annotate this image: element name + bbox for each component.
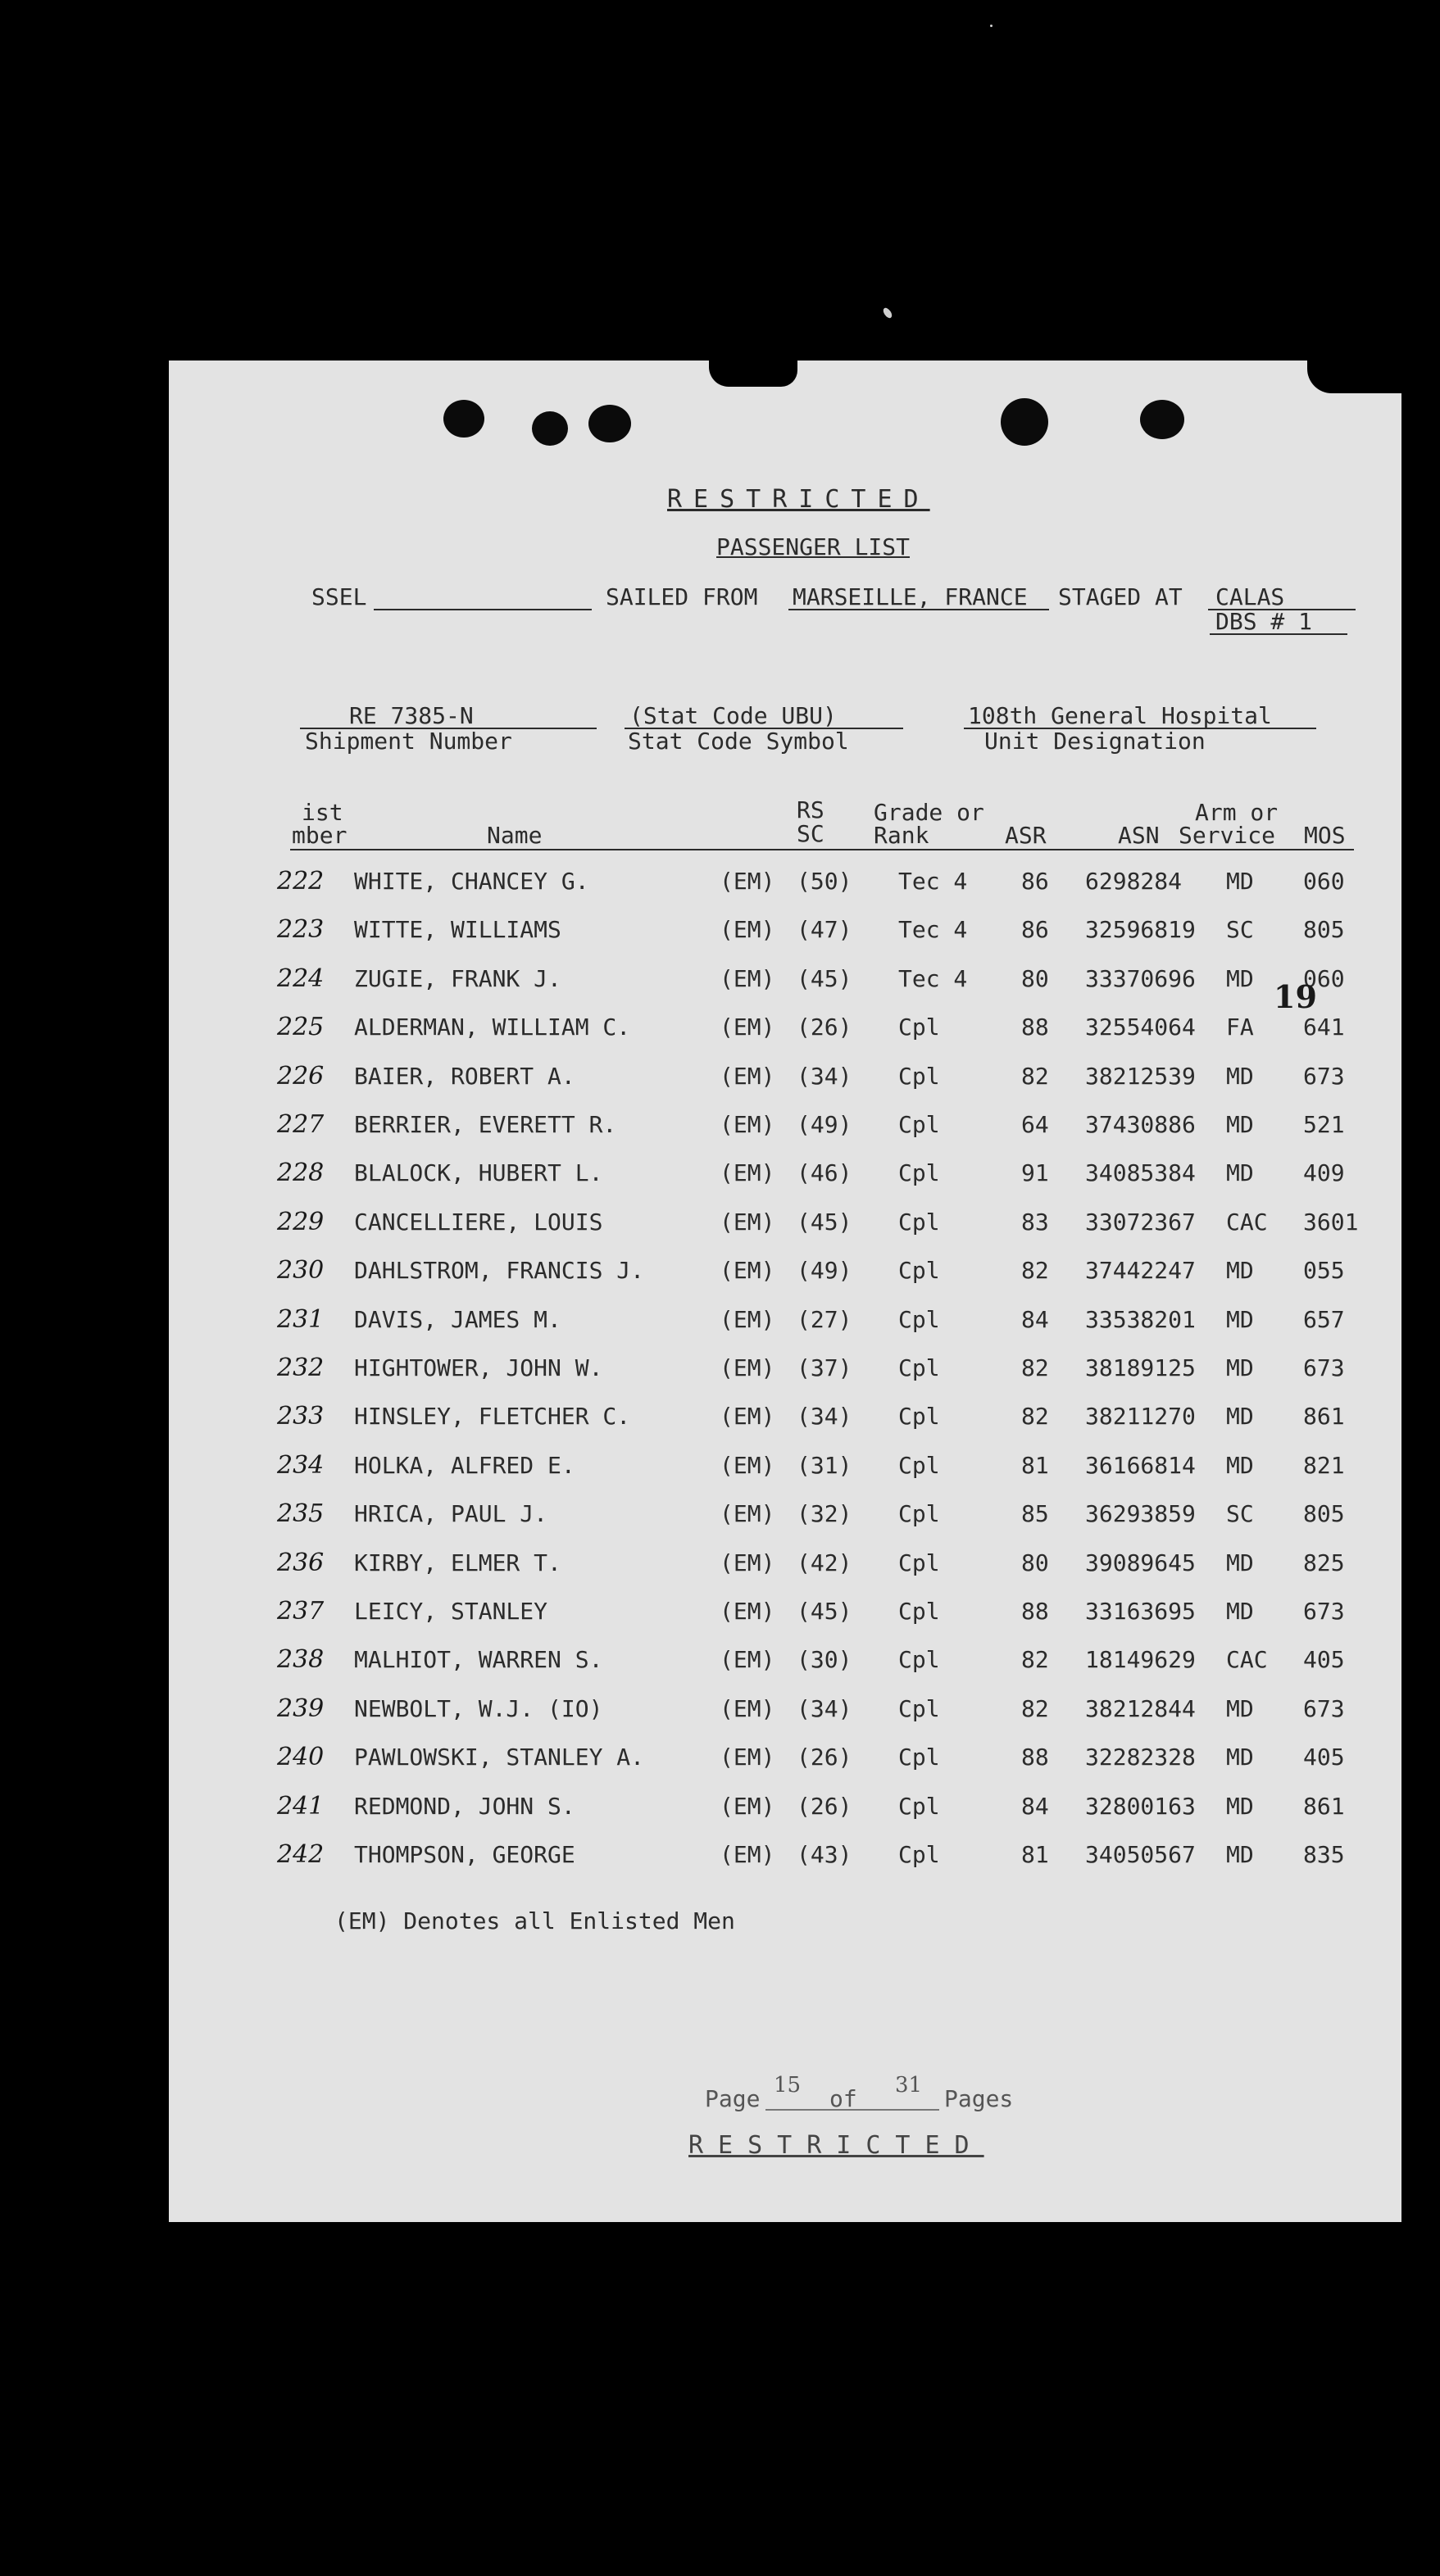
row-grade: Cpl xyxy=(898,1063,940,1090)
row-asr: 86 xyxy=(1021,916,1049,943)
row-asr: 80 xyxy=(1021,1549,1049,1576)
staged-at-value: CALAS xyxy=(1215,583,1285,610)
row-em: (EM) xyxy=(720,1598,775,1625)
row-grade: Cpl xyxy=(898,1695,940,1722)
row-rs-sc: (43) xyxy=(797,1841,852,1868)
row-arm-service: CAC xyxy=(1226,1209,1268,1236)
row-em: (EM) xyxy=(720,1452,775,1479)
punch-hole xyxy=(1001,398,1048,446)
row-rs-sc: (49) xyxy=(797,1111,852,1138)
row-grade: Cpl xyxy=(898,1549,940,1576)
row-grade: Cpl xyxy=(898,1111,940,1138)
row-asn: 32800163 xyxy=(1085,1793,1196,1820)
pagination-line xyxy=(765,2109,939,2111)
row-em: (EM) xyxy=(720,1695,775,1722)
unit-label: Unit Designation xyxy=(984,728,1206,755)
row-rs-sc: (50) xyxy=(797,868,852,895)
row-rs-sc: (26) xyxy=(797,1793,852,1820)
row-asr: 81 xyxy=(1021,1841,1049,1868)
row-rs-sc: (37) xyxy=(797,1354,852,1381)
row-rs-sc: (27) xyxy=(797,1306,852,1333)
row-mos: 060 xyxy=(1303,965,1345,992)
row-grade: Cpl xyxy=(898,1403,940,1430)
row-asn: 33538201 xyxy=(1085,1306,1196,1333)
row-asn: 38211270 xyxy=(1085,1403,1196,1430)
row-em: (EM) xyxy=(720,1354,775,1381)
row-mos: 060 xyxy=(1303,868,1345,895)
shipment-number-value: RE 7385-N xyxy=(349,702,474,729)
row-list-number: 231 xyxy=(277,1305,325,1334)
row-asr: 83 xyxy=(1021,1209,1049,1236)
row-rs-sc: (32) xyxy=(797,1500,852,1527)
row-grade: Cpl xyxy=(898,1841,940,1868)
row-arm-service: MD xyxy=(1226,965,1254,992)
staged-at-sub-line xyxy=(1210,633,1347,635)
row-list-number: 241 xyxy=(277,1792,325,1821)
row-asr: 81 xyxy=(1021,1452,1049,1479)
row-asr: 82 xyxy=(1021,1695,1049,1722)
row-rs-sc: (45) xyxy=(797,1598,852,1625)
punch-hole xyxy=(588,405,631,442)
row-name: THOMPSON, GEORGE xyxy=(354,1841,575,1868)
margin-note: 19 xyxy=(1274,978,1317,1015)
row-name: LEICY, STANLEY xyxy=(354,1598,548,1625)
row-name: NEWBOLT, W.J. (IO) xyxy=(354,1695,603,1722)
row-asn: 33163695 xyxy=(1085,1598,1196,1625)
row-asr: 85 xyxy=(1021,1500,1049,1527)
row-mos: 409 xyxy=(1303,1159,1345,1186)
row-list-number: 227 xyxy=(277,1110,325,1139)
row-list-number: 235 xyxy=(277,1499,325,1528)
row-asr: 82 xyxy=(1021,1646,1049,1673)
row-arm-service: SC xyxy=(1226,916,1254,943)
row-mos: 521 xyxy=(1303,1111,1345,1138)
row-list-number: 223 xyxy=(277,915,325,944)
staged-at-label: STAGED AT xyxy=(1058,583,1183,610)
row-list-number: 234 xyxy=(277,1451,325,1480)
col-asn: ASN xyxy=(1118,822,1160,849)
row-name: PAWLOWSKI, STANLEY A. xyxy=(354,1744,645,1771)
row-grade: Cpl xyxy=(898,1159,940,1186)
total-pages: 31 xyxy=(895,2073,923,2098)
row-name: HRICA, PAUL J. xyxy=(354,1500,548,1527)
row-name: MALHIOT, WARREN S. xyxy=(354,1646,603,1673)
document-page xyxy=(169,361,1401,2222)
row-em: (EM) xyxy=(720,1403,775,1430)
row-list-number: 222 xyxy=(277,867,325,896)
row-em: (EM) xyxy=(720,1159,775,1186)
row-asn: 38212539 xyxy=(1085,1063,1196,1090)
sailed-from-label: SAILED FROM xyxy=(606,583,758,610)
row-rs-sc: (34) xyxy=(797,1403,852,1430)
classification-top: RESTRICTED xyxy=(667,485,930,514)
row-grade: Cpl xyxy=(898,1014,940,1041)
row-em: (EM) xyxy=(720,1744,775,1771)
row-list-number: 232 xyxy=(277,1354,325,1382)
row-arm-service: MD xyxy=(1226,1063,1254,1090)
row-asn: 38189125 xyxy=(1085,1354,1196,1381)
row-mos: 657 xyxy=(1303,1306,1345,1333)
row-asn: 32282328 xyxy=(1085,1744,1196,1771)
row-list-number: 233 xyxy=(277,1402,325,1431)
row-mos: 825 xyxy=(1303,1549,1345,1576)
row-asr: 82 xyxy=(1021,1354,1049,1381)
footnote: (EM) Denotes all Enlisted Men xyxy=(334,1907,735,1934)
row-arm-service: MD xyxy=(1226,1111,1254,1138)
row-asn: 32554064 xyxy=(1085,1014,1196,1041)
row-list-number: 239 xyxy=(277,1694,325,1723)
torn-notch xyxy=(1307,361,1401,393)
row-name: DAVIS, JAMES M. xyxy=(354,1306,561,1333)
row-asn: 36293859 xyxy=(1085,1500,1196,1527)
row-name: ZUGIE, FRANK J. xyxy=(354,965,561,992)
shipment-number-label: Shipment Number xyxy=(305,728,512,755)
row-mos: 673 xyxy=(1303,1354,1345,1381)
row-asn: 33072367 xyxy=(1085,1209,1196,1236)
row-mos: 861 xyxy=(1303,1793,1345,1820)
col-asr: ASR xyxy=(1005,822,1047,849)
row-list-number: 229 xyxy=(277,1208,325,1236)
col-rs-sc: SC xyxy=(797,820,824,847)
punch-hole xyxy=(1140,400,1184,439)
row-asr: 88 xyxy=(1021,1744,1049,1771)
sailed-from-value: MARSEILLE, FRANCE xyxy=(793,583,1028,610)
stat-code-value: (Stat Code UBU) xyxy=(629,702,837,729)
col-arm-service: Service xyxy=(1179,822,1276,849)
row-asr: 82 xyxy=(1021,1063,1049,1090)
row-name: HIGHTOWER, JOHN W. xyxy=(354,1354,603,1381)
row-em: (EM) xyxy=(720,965,775,992)
row-asn: 39089645 xyxy=(1085,1549,1196,1576)
row-grade: Cpl xyxy=(898,1257,940,1284)
row-mos: 641 xyxy=(1303,1014,1345,1041)
row-mos: 405 xyxy=(1303,1744,1345,1771)
row-em: (EM) xyxy=(720,1306,775,1333)
row-list-number: 225 xyxy=(277,1013,325,1041)
row-asn: 33370696 xyxy=(1085,965,1196,992)
row-arm-service: MD xyxy=(1226,1354,1254,1381)
col-grade: Rank xyxy=(874,822,929,849)
row-rs-sc: (42) xyxy=(797,1549,852,1576)
row-rs-sc: (46) xyxy=(797,1159,852,1186)
row-arm-service: MD xyxy=(1226,1159,1254,1186)
row-em: (EM) xyxy=(720,1646,775,1673)
row-em: (EM) xyxy=(720,868,775,895)
row-em: (EM) xyxy=(720,1841,775,1868)
row-em: (EM) xyxy=(720,1209,775,1236)
torn-notch xyxy=(709,361,797,387)
row-mos: 805 xyxy=(1303,1500,1345,1527)
row-grade: Cpl xyxy=(898,1598,940,1625)
row-arm-service: MD xyxy=(1226,1841,1254,1868)
row-grade: Tec 4 xyxy=(898,916,968,943)
row-list-number: 242 xyxy=(277,1840,325,1869)
row-asr: 88 xyxy=(1021,1014,1049,1041)
vessel-field-line xyxy=(374,609,592,610)
row-grade: Cpl xyxy=(898,1646,940,1673)
punch-hole xyxy=(443,400,484,438)
row-arm-service: MD xyxy=(1226,1257,1254,1284)
row-asr: 80 xyxy=(1021,965,1049,992)
row-arm-service: MD xyxy=(1226,1549,1254,1576)
row-asr: 82 xyxy=(1021,1403,1049,1430)
row-grade: Cpl xyxy=(898,1500,940,1527)
row-asn: 38212844 xyxy=(1085,1695,1196,1722)
row-list-number: 236 xyxy=(277,1549,325,1577)
row-mos: 861 xyxy=(1303,1403,1345,1430)
col-rs-sc: RS xyxy=(797,796,824,823)
row-arm-service: CAC xyxy=(1226,1646,1268,1673)
row-rs-sc: (34) xyxy=(797,1695,852,1722)
row-mos: 405 xyxy=(1303,1646,1345,1673)
row-grade: Cpl xyxy=(898,1354,940,1381)
row-asr: 86 xyxy=(1021,868,1049,895)
row-name: HINSLEY, FLETCHER C. xyxy=(354,1403,631,1430)
row-list-number: 228 xyxy=(277,1159,325,1187)
row-arm-service: MD xyxy=(1226,1403,1254,1430)
stat-code-label: Stat Code Symbol xyxy=(628,728,849,755)
row-name: KIRBY, ELMER T. xyxy=(354,1549,561,1576)
film-speck xyxy=(990,25,993,27)
row-arm-service: MD xyxy=(1226,1452,1254,1479)
row-grade: Cpl xyxy=(898,1744,940,1771)
film-speck xyxy=(882,306,894,320)
staged-at-sub: DBS # 1 xyxy=(1215,608,1313,635)
row-list-number: 230 xyxy=(277,1256,325,1285)
row-rs-sc: (31) xyxy=(797,1452,852,1479)
row-em: (EM) xyxy=(720,1549,775,1576)
row-arm-service: MD xyxy=(1226,1598,1254,1625)
row-grade: Tec 4 xyxy=(898,965,968,992)
row-rs-sc: (30) xyxy=(797,1646,852,1673)
row-em: (EM) xyxy=(720,1500,775,1527)
col-arm-service: Arm or xyxy=(1195,799,1279,826)
col-mos: MOS xyxy=(1304,822,1346,849)
row-mos: 673 xyxy=(1303,1063,1345,1090)
row-asn: 37442247 xyxy=(1085,1257,1196,1284)
row-mos: 3601 xyxy=(1303,1209,1359,1236)
row-asr: 91 xyxy=(1021,1159,1049,1186)
row-rs-sc: (26) xyxy=(797,1744,852,1771)
row-rs-sc: (49) xyxy=(797,1257,852,1284)
row-asn: 37430886 xyxy=(1085,1111,1196,1138)
row-em: (EM) xyxy=(720,1111,775,1138)
row-asr: 88 xyxy=(1021,1598,1049,1625)
row-asn: 32596819 xyxy=(1085,916,1196,943)
row-name: CANCELLIERE, LOUIS xyxy=(354,1209,603,1236)
row-grade: Cpl xyxy=(898,1452,940,1479)
row-asn: 6298284 xyxy=(1085,868,1183,895)
row-arm-service: MD xyxy=(1226,1744,1254,1771)
row-em: (EM) xyxy=(720,1793,775,1820)
row-name: DAHLSTROM, FRANCIS J. xyxy=(354,1257,645,1284)
row-em: (EM) xyxy=(720,1257,775,1284)
header-rule xyxy=(290,849,1354,850)
row-list-number: 238 xyxy=(277,1645,325,1674)
row-mos: 673 xyxy=(1303,1695,1345,1722)
page-label: Page xyxy=(705,2085,761,2112)
row-grade: Cpl xyxy=(898,1306,940,1333)
row-mos: 821 xyxy=(1303,1452,1345,1479)
col-list-number: mber xyxy=(292,822,348,849)
unit-value: 108th General Hospital xyxy=(968,702,1272,729)
row-rs-sc: (45) xyxy=(797,1209,852,1236)
row-em: (EM) xyxy=(720,1014,775,1041)
pages-label: Pages xyxy=(944,2085,1014,2112)
row-grade: Tec 4 xyxy=(898,868,968,895)
row-arm-service: FA xyxy=(1226,1014,1254,1041)
row-asn: 34085384 xyxy=(1085,1159,1196,1186)
row-grade: Cpl xyxy=(898,1793,940,1820)
row-arm-service: MD xyxy=(1226,1695,1254,1722)
row-grade: Cpl xyxy=(898,1209,940,1236)
punch-hole xyxy=(532,411,568,446)
row-list-number: 224 xyxy=(277,964,325,993)
col-name: Name xyxy=(487,822,543,849)
row-list-number: 240 xyxy=(277,1743,325,1771)
row-arm-service: MD xyxy=(1226,1306,1254,1333)
row-mos: 805 xyxy=(1303,916,1345,943)
row-rs-sc: (45) xyxy=(797,965,852,992)
row-arm-service: SC xyxy=(1226,1500,1254,1527)
row-name: BAIER, ROBERT A. xyxy=(354,1063,575,1090)
row-mos: 835 xyxy=(1303,1841,1345,1868)
row-mos: 673 xyxy=(1303,1598,1345,1625)
row-rs-sc: (26) xyxy=(797,1014,852,1041)
row-asn: 18149629 xyxy=(1085,1646,1196,1673)
row-name: HOLKA, ALFRED E. xyxy=(354,1452,575,1479)
row-name: ALDERMAN, WILLIAM C. xyxy=(354,1014,631,1041)
row-asr: 64 xyxy=(1021,1111,1049,1138)
row-asr: 84 xyxy=(1021,1793,1049,1820)
row-mos: 055 xyxy=(1303,1257,1345,1284)
row-name: BERRIER, EVERETT R. xyxy=(354,1111,617,1138)
row-asn: 36166814 xyxy=(1085,1452,1196,1479)
classification-bottom: RESTRICTED xyxy=(688,2131,984,2160)
row-rs-sc: (34) xyxy=(797,1063,852,1090)
page-number: 15 xyxy=(774,2073,802,2098)
list-title: PASSENGER LIST xyxy=(716,533,911,560)
of-label: of xyxy=(829,2085,857,2112)
row-name: REDMOND, JOHN S. xyxy=(354,1793,575,1820)
row-arm-service: MD xyxy=(1226,868,1254,895)
row-asn: 34050567 xyxy=(1085,1841,1196,1868)
col-grade: Grade or xyxy=(874,799,984,826)
row-asr: 82 xyxy=(1021,1257,1049,1284)
vessel-label: SSEL xyxy=(311,583,367,610)
row-arm-service: MD xyxy=(1226,1793,1254,1820)
row-list-number: 226 xyxy=(277,1062,325,1091)
row-name: WITTE, WILLIAMS xyxy=(354,916,561,943)
row-name: WHITE, CHANCEY G. xyxy=(354,868,589,895)
row-name: BLALOCK, HUBERT L. xyxy=(354,1159,603,1186)
row-rs-sc: (47) xyxy=(797,916,852,943)
row-asr: 84 xyxy=(1021,1306,1049,1333)
row-em: (EM) xyxy=(720,1063,775,1090)
col-list-number: ist xyxy=(302,799,343,826)
sailed-from-line xyxy=(788,609,1049,610)
row-em: (EM) xyxy=(720,916,775,943)
row-list-number: 237 xyxy=(277,1597,325,1626)
